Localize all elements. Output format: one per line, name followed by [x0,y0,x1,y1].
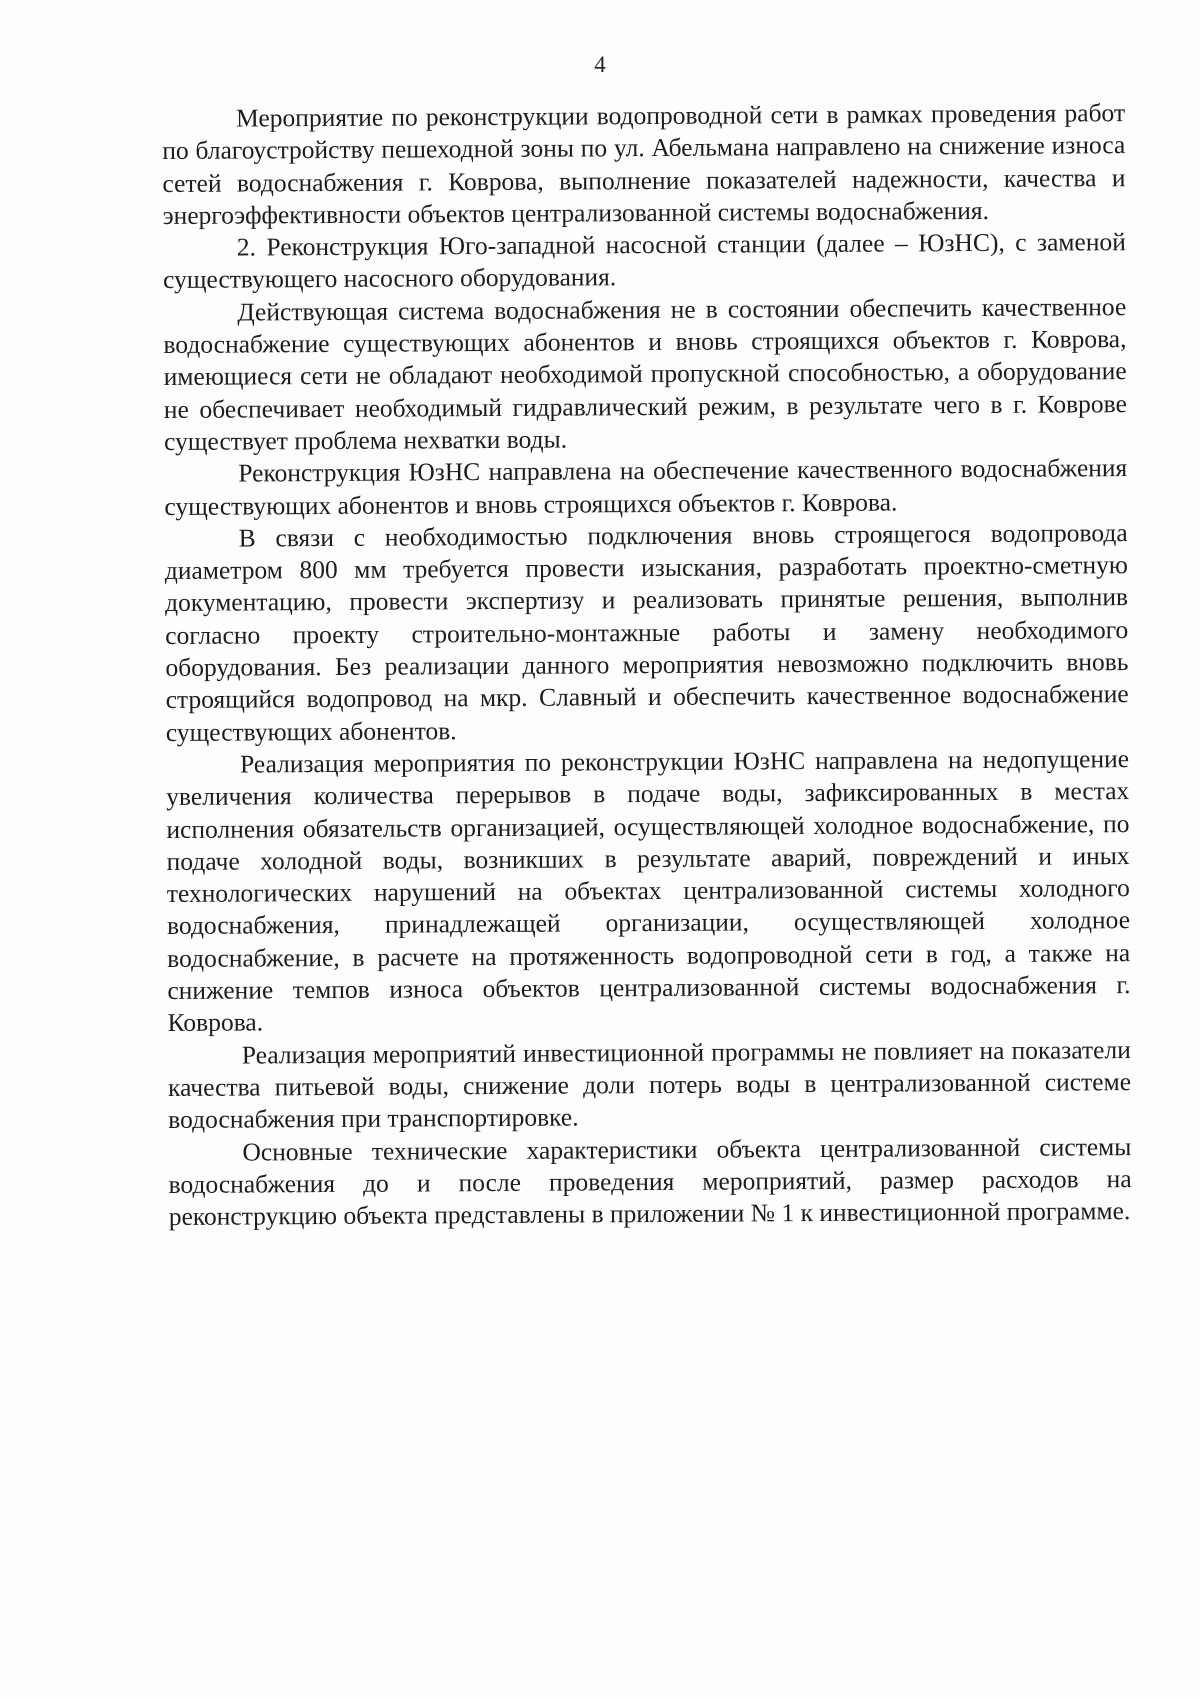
page-number: 4 [594,52,606,77]
paragraph-8: Основные технические характеристики объекта централизованной системы водоснабжения до и после проведения мероприятий, размер расходов на реконструкцию объекта представлены в приложении № 1 к инвестиционной программе. [168,1131,1132,1232]
paragraph-3: Действующая система водоснабжения не в состоянии обеспечить качественное водоснабжение существующих абонентов и вновь строящихся объектов г. Коврова, имеющиеся сети не обладают необходимой пропускной способностью, а оборудование не обеспечивает необходимый гидравлический режим, в результате чего в г. Коврове существует проблема нехватки воды. [163,291,1127,456]
paragraph-2: 2. Реконструкция Юго-западной насосной станции (далее – ЮзНС), с заменой существующего насосного оборудования. [162,227,1126,295]
paragraph-1: Мероприятие по реконструкции водопроводной сети в рамках проведения работ по благоустройству пешеходной зоны по ул. Абельмана направлено на снижение износа сетей водоснабжения г. Коврова, выполнение показателей надежности, качества и энергоэффективности объектов централизованной системы водоснабжения. [162,98,1126,230]
paragraph-5: В связи с необходимостью подключения вновь строящегося водопровода диаметром 800 мм требуется провести изыскания, разработать проектно-сметную документацию, провести экспертизу и реализовать принятые решения, выполнив согласно проекту строительно-монтажные работы и замену необходимого оборудования. Без реализации данного мероприятия невозможно подключить вновь строящийся водопровод на мкр. Славный и обеспечить качественное водоснабжение существующих абонентов. [164,517,1129,747]
paragraph-4: Реконструкция ЮзНС направлена на обеспечение качественного водоснабжения существующих абонентов и вновь строящихся объектов г. Коврова. [164,453,1128,521]
paragraph-7: Реализация мероприятий инвестиционной программы не повлияет на показатели качества питьевой воды, снижение доли потерь воды в централизованной системе водоснабжения при транспортировке. [167,1034,1132,1135]
document-body [162,97,1132,1233]
paragraph-6: Реализация мероприятия по реконструкции ЮзНС направлена на недопущение увеличения количества перерывов в подаче воды, зафиксированных в местах исполнения обязательств организацией, осуществляющей холодное водоснабжение, по подаче холодной воды, возникших в результате аварий, повреждений и иных технологических нарушений на объектах централизованной системы холодного водоснабжения, принадлежащей организации, осуществляющей холодное водоснабжение, в расчете на протяженность водопроводной сети в год, а также на снижение темпов износа объектов централизованной системы водоснабжения г. Коврова. [166,744,1131,1038]
